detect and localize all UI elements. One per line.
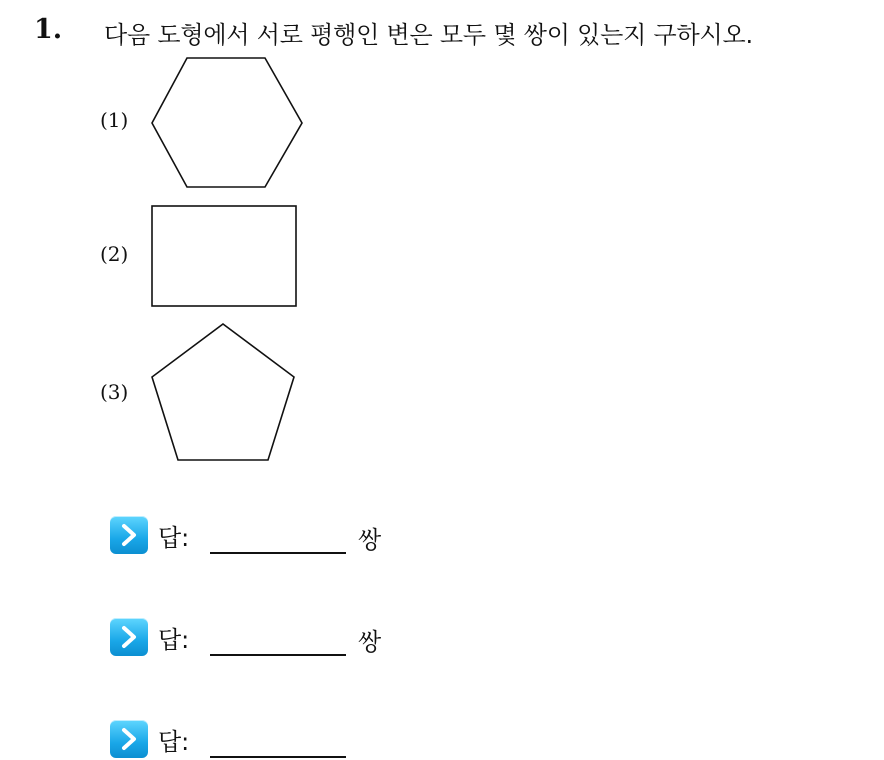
figure-label-1: (1) <box>100 108 129 132</box>
figure-label-2: (2) <box>100 242 129 266</box>
answer-blank[interactable] <box>210 756 346 758</box>
answer-blank[interactable] <box>210 552 346 554</box>
answer-label: 답: <box>158 626 190 654</box>
question-text: 다음 도형에서 서로 평행인 변은 모두 몇 쌍이 있는지 구하시오. <box>104 21 753 49</box>
question-number: 1. <box>34 14 63 45</box>
pentagon-figure <box>150 322 300 464</box>
answer-blank[interactable] <box>210 654 346 656</box>
chevron-right-icon <box>110 720 148 758</box>
rectangle-figure <box>150 204 300 310</box>
answer-label: 답: <box>158 524 190 552</box>
chevron-right-icon <box>110 618 148 656</box>
answer-unit: 쌍 <box>358 526 382 554</box>
chevron-right-icon <box>110 516 148 554</box>
answer-label: 답: <box>158 728 190 756</box>
figure-label-3: (3) <box>100 380 129 404</box>
answer-unit: 쌍 <box>358 628 382 656</box>
hexagon-figure <box>150 56 306 190</box>
